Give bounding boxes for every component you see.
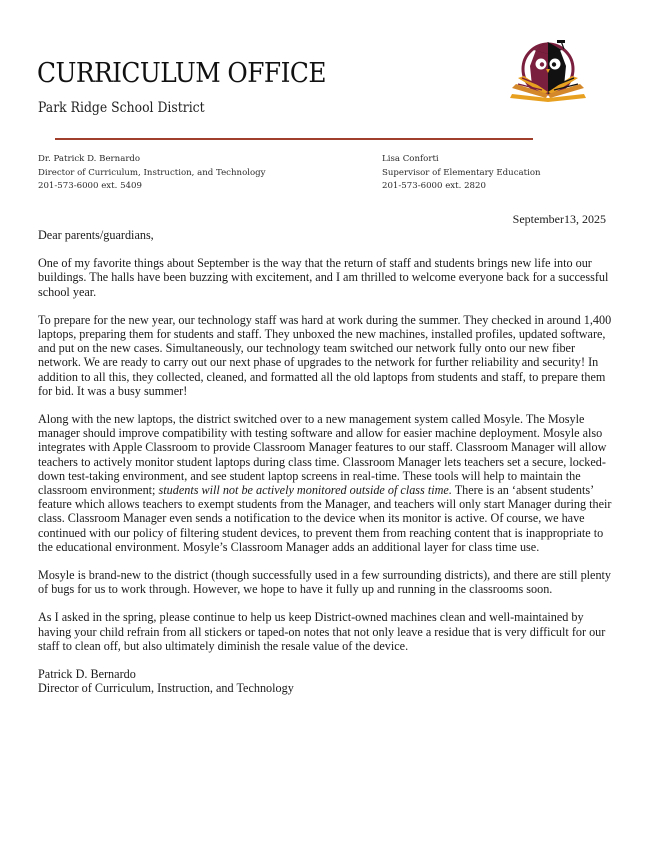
- paragraph-welcome: One of my favorite things about September is the way that the return of staff and students brings new life into our buildings. The halls have been buzzing with excitement, and I am thrilled to welcome everyone back for a successful school year.: [38, 256, 609, 299]
- owl-with-book-logo-icon: [508, 36, 588, 108]
- contact-phone: 201-573-6000 ext. 2820: [382, 181, 486, 191]
- contact-phone: 201-573-6000 ext. 5409: [38, 181, 142, 191]
- monitoring-emphasis: students will not be actively monitored outside of class time.: [158, 483, 452, 498]
- letter-body: [38, 228, 612, 695]
- contact-block-supervisor: [382, 153, 541, 194]
- header-divider: [55, 138, 533, 140]
- paragraph-stickers: As I asked in the spring, please continue to help us keep District-owned machines clean and well-maintained by having your child refrain from all stickers or taped-on notes that not only leave a residue that is very difficult for our staff to clean off, but also ultimately diminish the resale value of the device.: [38, 610, 606, 653]
- contact-title: Supervisor of Elementary Education: [382, 167, 541, 178]
- signature-block: [38, 667, 612, 695]
- contact-block-director: [38, 153, 266, 194]
- signature-title: Director of Curriculum, Instruction, and Technology: [38, 681, 294, 696]
- paragraph-summer-prep: To prepare for the new year, our technology staff was hard at work during the summer. They checked in around 1,400 laptops, preparing them for students and staff. They unboxed the new machines, installed profiles, updated software, and put on the new cases. Simultaneously, our technology team switched our network fully onto our new fiber network. We are ready to carry out our next phase of upgrades to the network for further reliability and security! In addition to all this, they collected, cleaned, and formatted all the old laptops from students and staff, to prepare them for bid. It was a busy summer!: [38, 312, 612, 398]
- paragraph-bugs: Mosyle is brand-new to the district (though successfully used in a few surrounding districts), and there are still plenty of bugs for us to work through. However, we hope to have it fully up and running in the classrooms soon.: [38, 568, 612, 597]
- contact-title: Director of Curriculum, Instruction, and Technology: [38, 167, 266, 178]
- letter-date: September13, 2025: [512, 212, 606, 226]
- salutation: Dear parents/guardians,: [38, 228, 154, 242]
- office-title: CURRICULUM OFFICE: [37, 58, 326, 89]
- contact-name: Dr. Patrick D. Bernardo: [38, 154, 141, 164]
- district-name: Park Ridge School District: [38, 100, 205, 116]
- paragraph-mosyle-text-before: Along with the new laptops, the district switched over to a new management system called Mosyle. The Mosyle manager should improve compatibility with testing software and allow for easier machine deployment. Mosyle also integrates with Apple Classroom to provide Classroom Manager features to our staff. Classroom Manager will allow teachers to actively monitor student laptops during class time. Classroom Manager lets teachers set a secure, locked-down test-taking environment, and see student laptop screens in real-time. These tools will help to maintain the classroom environment;: [38, 412, 607, 498]
- paragraph-mosyle: [38, 412, 612, 554]
- signature-name: Patrick D. Bernardo: [38, 667, 136, 682]
- paragraph-mosyle-text-after: There is an ‘absent students’ feature which allows teachers to exempt students from the Manager, and teachers will only start Manager during their class. Classroom Manager even sends a notification to the device when its monitor is active. Of course, we have continued with our policy of filtering student devices, to prevent them from reaching content that is inappropriate to the educational environment. Mosyle’s Classroom Manager adds an additional layer for class time use.: [38, 483, 612, 554]
- contact-name: Lisa Conforti: [382, 154, 439, 164]
